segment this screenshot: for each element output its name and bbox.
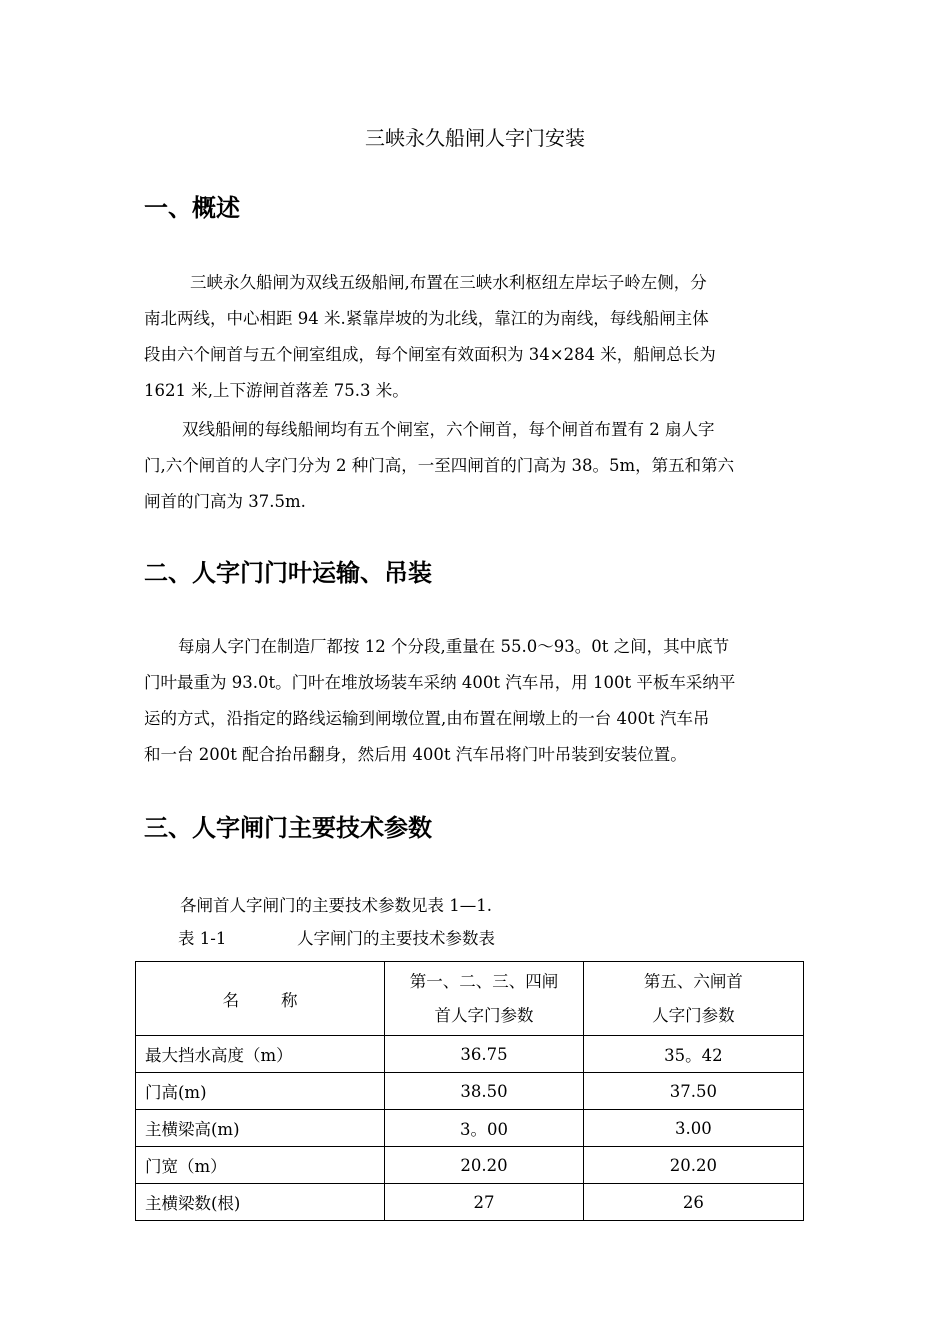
row-value-cell: 3.00 [583, 1110, 803, 1147]
table-row [136, 1036, 804, 1073]
section-2-paragraph [144, 629, 808, 773]
row-name-cell: 最大挡水高度（m） [136, 1036, 385, 1073]
header-text: 第五、六闸首 [643, 971, 743, 991]
row-name-cell: 主横梁数(根) [136, 1184, 385, 1221]
table-intro-text: 各闸首人字闸门的主要技术参数见表 1—1. [180, 896, 492, 915]
text-line: 门,六个闸首的人字门分为 2 种门高，一至四闸首的门高为 38。5m，第五和第六 [144, 456, 735, 475]
section-1-paragraph-2 [144, 412, 808, 520]
header-text: 人字门参数 [652, 1005, 735, 1025]
text-line: 三峡永久船闸为双线五级船闸,布置在三峡水利枢纽左岸坛子岭左侧，分 [190, 273, 707, 292]
document-title: 三峡永久船闸人字门安装 [365, 126, 585, 150]
table-row [136, 1184, 804, 1221]
section-1-paragraph-1 [144, 265, 808, 409]
table-row [136, 1147, 804, 1184]
text-line: 1621 米,上下游闸首落差 75.3 米。 [144, 381, 409, 400]
table-caption: 人字闸门的主要技术参数表 [297, 929, 495, 948]
row-value-cell: 3。00 [385, 1110, 584, 1147]
row-name-cell: 主横梁高(m) [136, 1110, 385, 1147]
table-row [136, 1073, 804, 1110]
parameters-table [135, 961, 804, 1221]
section-2-heading: 二、人字门门叶运输、吊装 [144, 559, 432, 587]
row-value-cell: 27 [385, 1184, 584, 1221]
table-number: 表 1-1 [178, 929, 227, 948]
header-cell-locks-1-4 [385, 962, 584, 1036]
row-value-cell: 20.20 [385, 1147, 584, 1184]
text-line: 运的方式，沿指定的路线运输到闸墩位置,由布置在闸墩上的一台 400t 汽车吊 [144, 709, 710, 728]
text-line: 段由六个闸首与五个闸室组成，每个闸室有效面积为 34×284 米，船闸总长为 [144, 345, 716, 364]
text-line: 闸首的门高为 37.5m. [144, 492, 306, 511]
section-1-heading: 一、概述 [144, 194, 240, 222]
text-line: 每扇人字门在制造厂都按 12 个分段,重量在 55.0～93。0t 之间，其中底节 [178, 637, 730, 656]
text-line: 和一台 200t 配合抬吊翻身，然后用 400t 汽车吊将门叶吊装到安装位置。 [144, 745, 687, 764]
row-value-cell: 38.50 [385, 1073, 584, 1110]
text-line: 南北两线，中心相距 94 米.紧靠岸坡的为北线，靠江的为南线，每线船闸主体 [144, 309, 709, 328]
text-line: 门叶最重为 93.0t。门叶在堆放场装车采纳 400t 汽车吊，用 100t 平板车采纳平 [144, 673, 736, 692]
header-cell-name [136, 962, 385, 1036]
header-name-label: 名 称 [222, 990, 298, 1010]
table-header-row [136, 962, 804, 1036]
header-text: 第一、二、三、四闸 [409, 971, 559, 991]
row-value-cell: 37.50 [583, 1073, 803, 1110]
text-line: 双线船闸的每线船闸均有五个闸室，六个闸首，每个闸首布置有 2 扇人字 [182, 420, 715, 439]
header-text: 首人字门参数 [434, 1005, 534, 1025]
row-value-cell: 35。42 [583, 1036, 803, 1073]
row-name-cell: 门宽（m） [136, 1147, 385, 1184]
header-cell-locks-5-6 [583, 962, 803, 1036]
row-value-cell: 20.20 [583, 1147, 803, 1184]
row-name-cell: 门高(m) [136, 1073, 385, 1110]
row-value-cell: 26 [583, 1184, 803, 1221]
section-3-heading: 三、人字闸门主要技术参数 [144, 814, 432, 842]
table-row [136, 1110, 804, 1147]
row-value-cell: 36.75 [385, 1036, 584, 1073]
